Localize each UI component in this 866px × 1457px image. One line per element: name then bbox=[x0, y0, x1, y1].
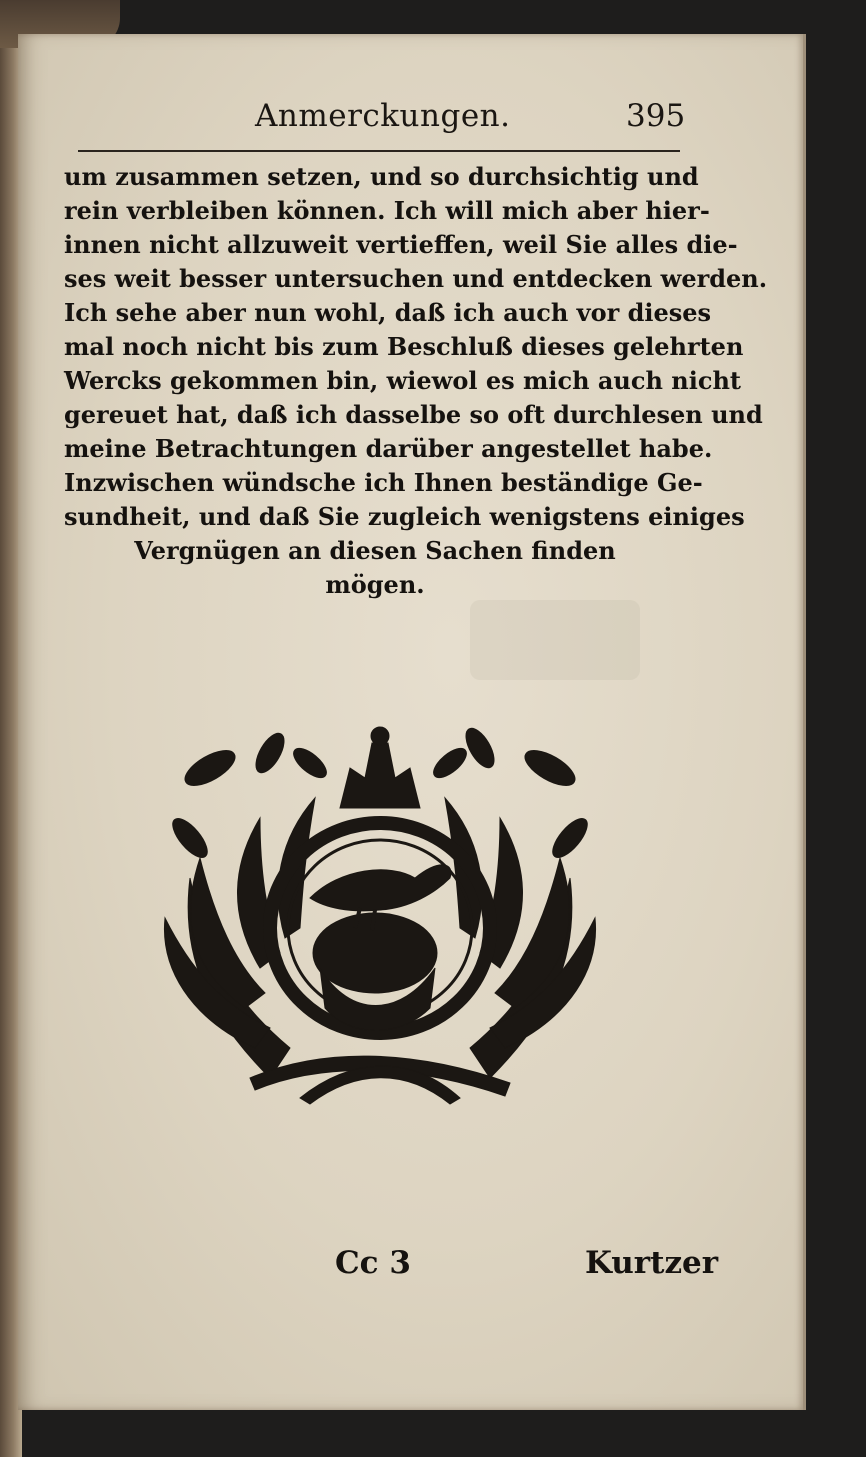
woodcut-vignette-icon bbox=[150, 718, 610, 1108]
text-line: Wercks gekommen bin, wiewol es mich auch nicht bbox=[64, 366, 742, 395]
closing-line: mögen. bbox=[325, 570, 425, 599]
text-line: sundheit, und daß Sie zugleich wenigstens einiges bbox=[64, 502, 745, 531]
closing-line: Vergnügen an diesen Sachen finden bbox=[134, 536, 616, 565]
text-line: ses weit besser untersuchen und entdecken werden. bbox=[64, 264, 768, 293]
text-line: gereuet hat, daß ich dasselbe so oft durchlesen und bbox=[64, 400, 763, 429]
text-line: innen nicht allzuweit vertieffen, weil Sie alles die- bbox=[64, 230, 738, 259]
running-head: Anmerckungen. bbox=[255, 98, 511, 134]
signature-mark: Cc 3 bbox=[335, 1245, 411, 1281]
bleed-through-text bbox=[470, 600, 640, 680]
text-line: Ich sehe aber nun wohl, daß ich auch vor dieses bbox=[64, 298, 712, 327]
text-line: um zusammen setzen, und so durchsichtig und bbox=[64, 162, 699, 191]
catchword: Kurtzer bbox=[585, 1245, 719, 1281]
header-rule bbox=[78, 150, 680, 152]
text-line: rein verbleiben können. Ich will mich aber hier- bbox=[64, 196, 710, 225]
text-line: Inzwischen wündsche ich Ihnen beständige Ge- bbox=[64, 468, 703, 497]
page-number: 395 bbox=[626, 98, 686, 134]
text-line: mal noch nicht bis zum Beschluß dieses gelehrten bbox=[64, 332, 744, 361]
body-text bbox=[64, 160, 768, 602]
text-line: meine Betrachtungen darüber angestellet habe. bbox=[64, 434, 713, 463]
